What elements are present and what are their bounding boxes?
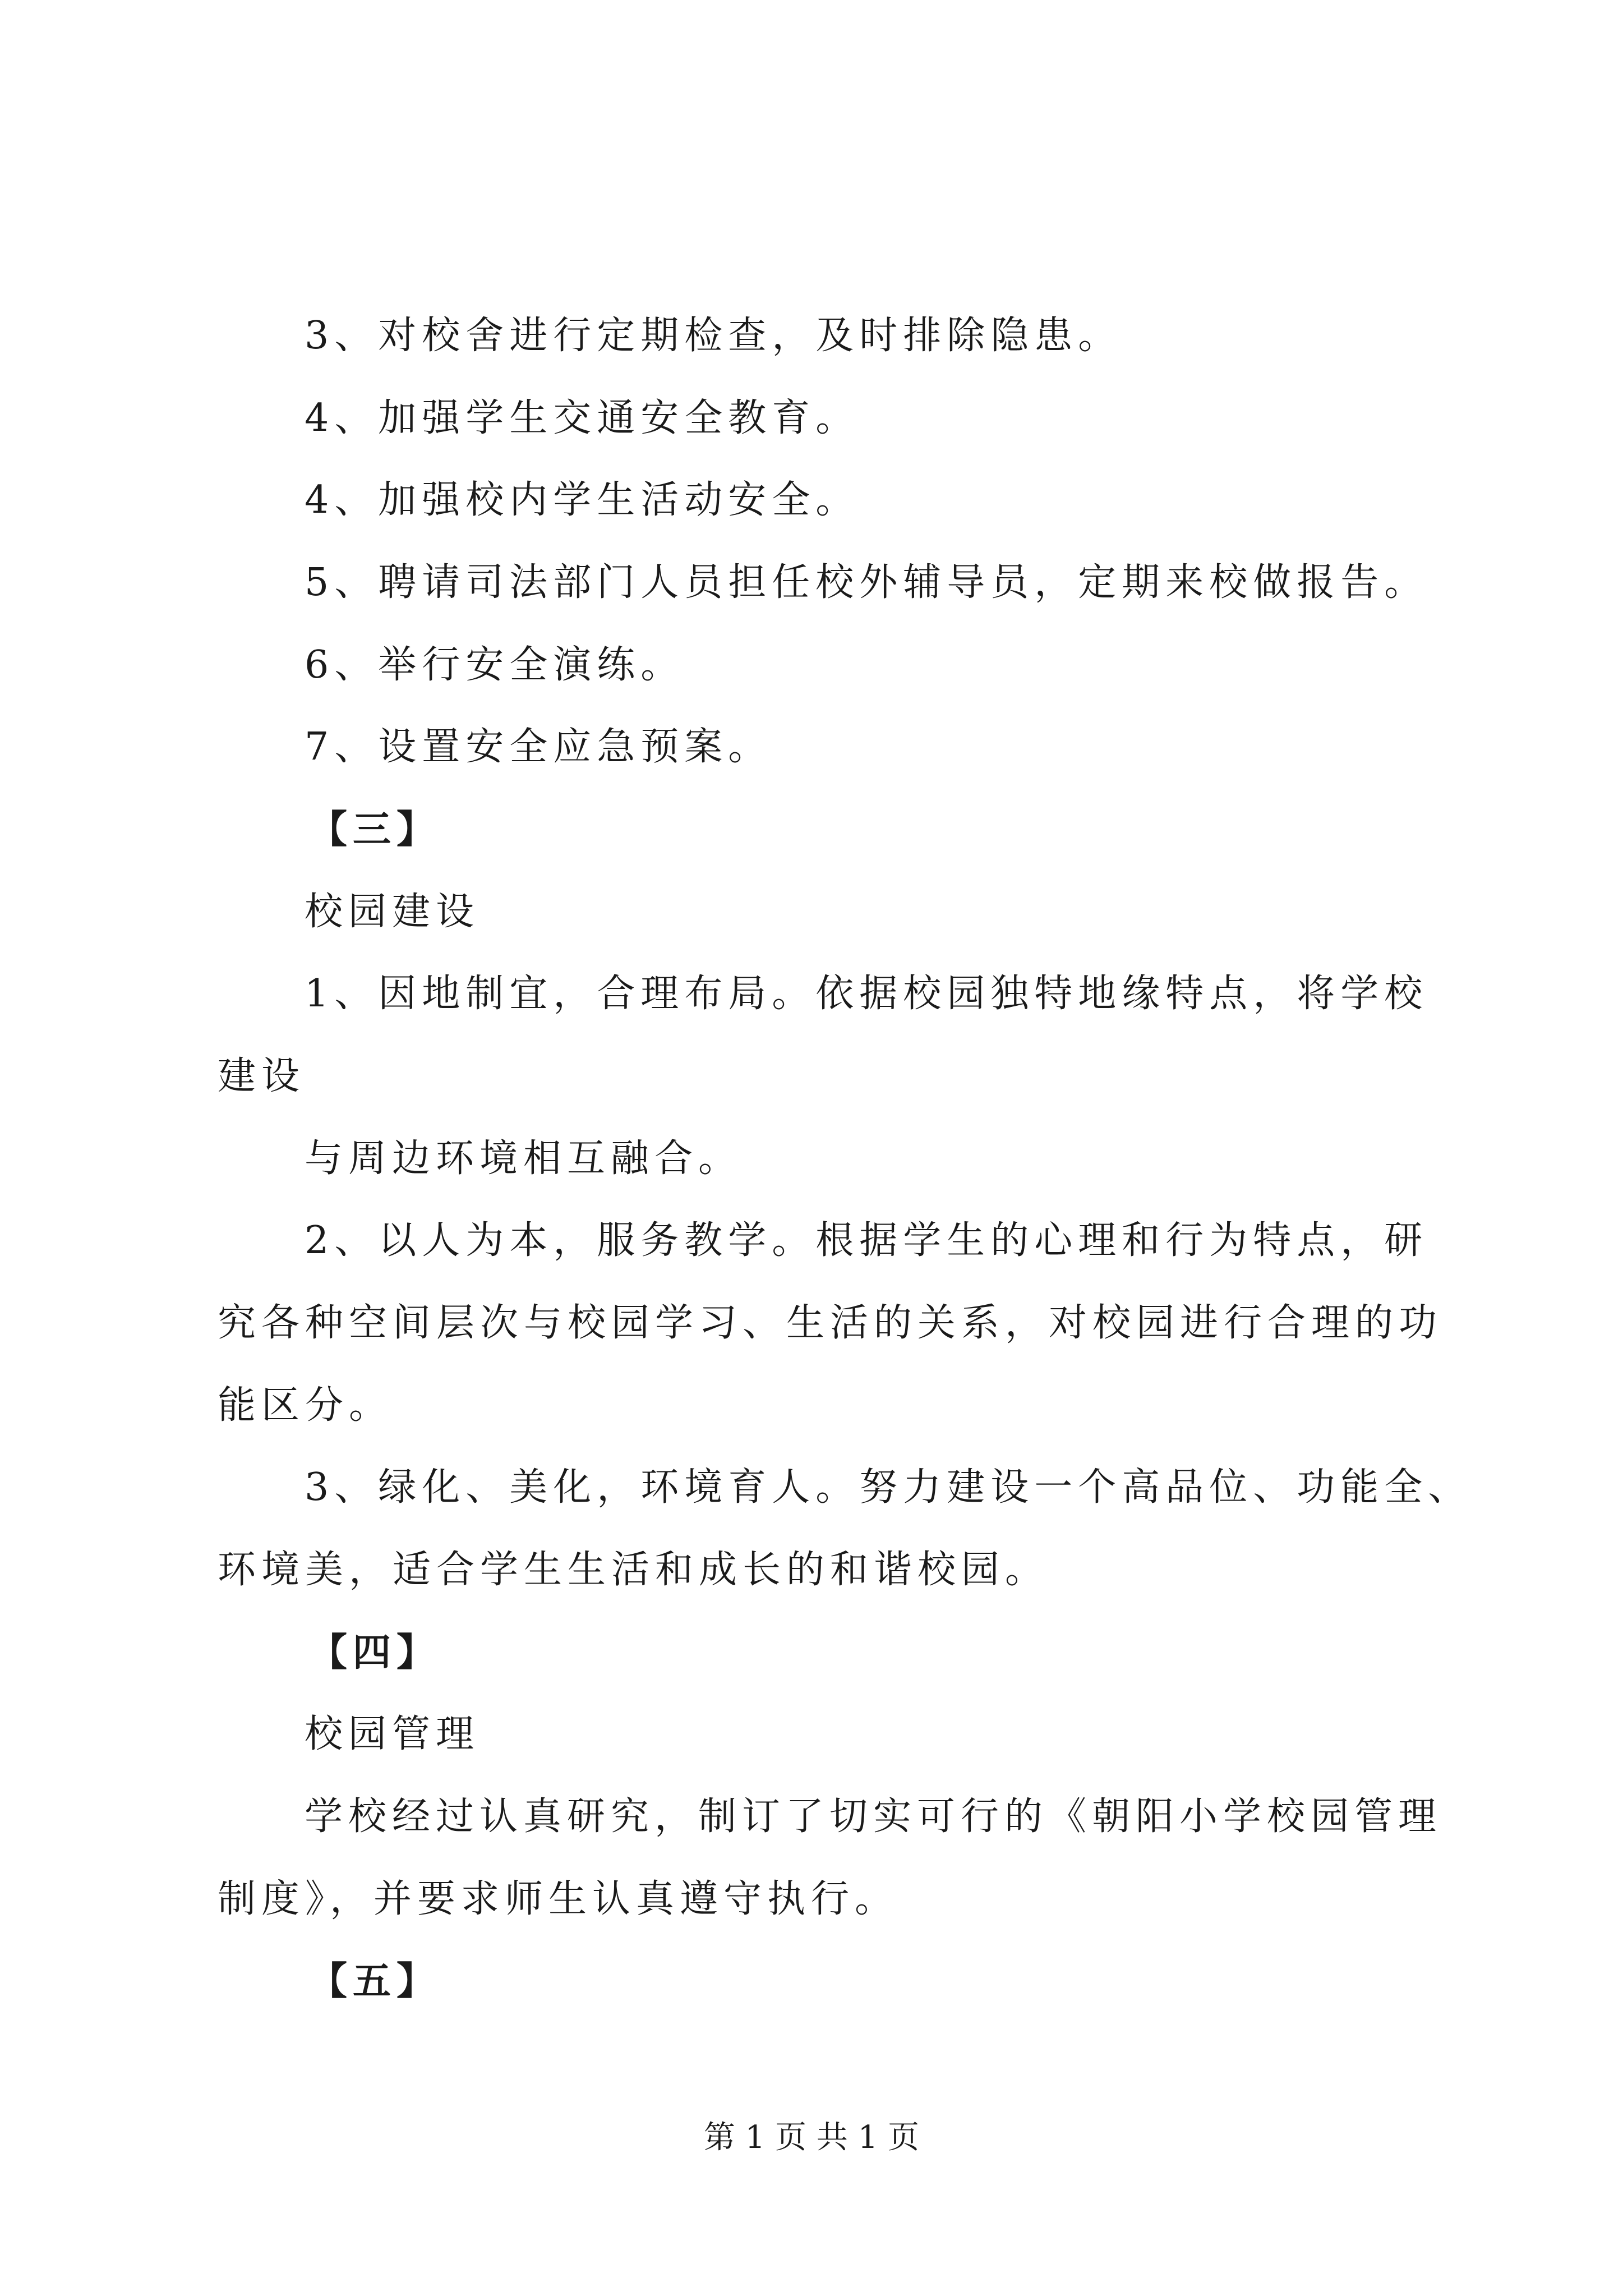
text-line: 建设 [218,1054,306,1098]
section-title: 校园建设 [305,890,480,934]
text-line: 能区分。 [218,1383,393,1428]
text-line: 5、聘请司法部门人员担任校外辅导员，定期来校做报告。 [305,560,1428,605]
text-line: 究各种空间层次与校园学习、生活的关系，对校园进行合理的功 [218,1301,1443,1345]
text-line: 4、加强学生交通安全教育。 [305,396,860,440]
text-line: 3、绿化、美化，环境育人。努力建设一个高品位、功能全、 [305,1465,1472,1510]
text-line: 3、对校舍进行定期检查，及时排除隐患。 [305,314,1122,358]
text-line: 7、设置安全应急预案。 [305,725,772,769]
text-line: 学校经过认真研究，制订了切实可行的《朝阳小学校园管理 [305,1795,1442,1839]
text-line: 与周边环境相互融合。 [305,1137,743,1181]
section-title: 校园管理 [305,1712,480,1756]
text-line: 2、以人为本，服务教学。根据学生的心理和行为特点，研 [305,1218,1428,1263]
text-line: 6、举行安全演练。 [305,643,685,687]
text-line: 制度》，并要求师生认真遵守执行。 [218,1877,899,1921]
text-line: 1、因地制宜，合理布局。依据校园独特地缘特点，将学校 [305,972,1428,1016]
section-heading: 【五】 [309,1959,441,2004]
section-heading: 【四】 [309,1630,441,1675]
page-footer: 第 1 页 共 1 页 [703,2119,920,2156]
section-heading: 【三】 [309,807,441,852]
text-line: 环境美，适合学生生活和成长的和谐校园。 [218,1548,1049,1592]
text-line: 4、加强校内学生活动安全。 [305,478,860,522]
